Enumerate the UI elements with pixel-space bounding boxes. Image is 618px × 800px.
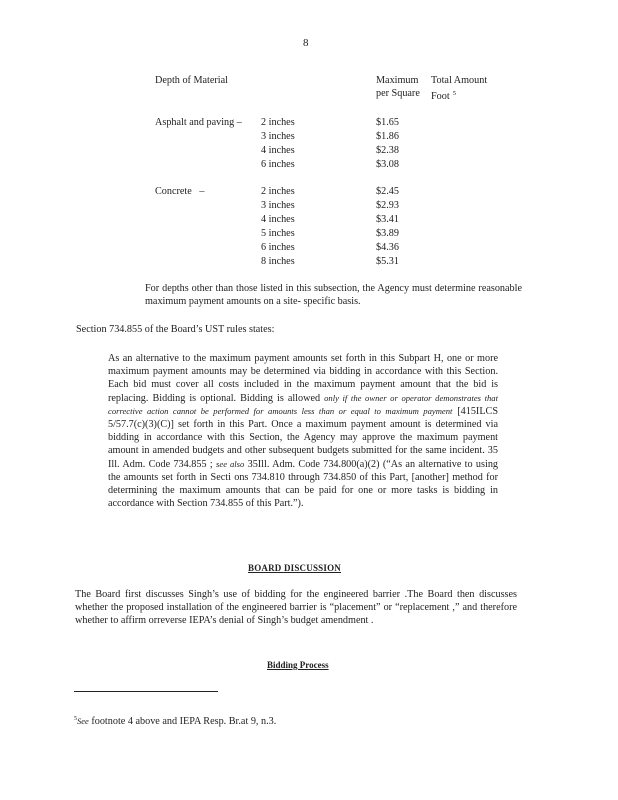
material-dash: – <box>236 117 242 128</box>
material-label: Concrete <box>155 186 192 197</box>
table-header-total-line2: Foot <box>431 91 450 103</box>
depth-cell: 4 inches <box>261 214 295 225</box>
subsection-heading: Bidding Process <box>267 660 329 670</box>
quote-text: 35Ill. Adm. Code 734.800(a)(2) (“As an alternative to using the amounts set forth in Secti ons 734.810 through 734.850 of this Part, [another] method for determining the maximum amounts that can be paid for one or more tasks is bidding in accordance with Section 734.855 of this Part.”). <box>108 458 499 510</box>
price-cell: $4.36 <box>376 242 399 253</box>
depth-cell: 6 inches <box>261 159 295 170</box>
quote-see-also: see also <box>216 458 245 469</box>
depth-cell: 2 inches <box>261 117 295 128</box>
price-cell: $2.38 <box>376 145 399 156</box>
footnote-divider <box>74 691 218 692</box>
footnote-mark: 5 <box>74 716 77 722</box>
table-header-total <box>431 74 487 103</box>
board-paragraph: The Board first discusses Singh’s use of bidding for the engineered barrier .The Board then discusses whether the proposed installation of the engineered barrier is “placement” or “replacement ,” and therefore whether to affirm orreverse IEPA’s denial of Singh’s budget amendment . <box>75 589 517 627</box>
depth-cell: 2 inches <box>261 186 295 197</box>
material-label: Asphalt and paving <box>155 117 235 128</box>
price-cell: $5.31 <box>376 256 399 267</box>
material-concrete <box>155 185 205 198</box>
price-cell: $3.41 <box>376 214 399 225</box>
quote-text: As an alternative to the maximum payment amounts set forth in this Subpart H, one or more maximum payment amounts may be determined via bidding in accordance with this Section. Each bid must cover all costs included in the maximum payment amount that the bid is replacing. Bidding is optional. Bidding is allowed <box>108 353 498 404</box>
table-header-maximum <box>376 74 420 100</box>
quote-text: [415ILCS 5/57.7(c)(3)(C)] set forth in this Part. Once a maximum payment amount is determined via bidding in accordance with this Section, the Agency may approve the maximum payment amount in amended budgets and other subsequent budgets submitted for the same incident. 35 Ill. Adm. Code 734.855 ; <box>108 405 499 470</box>
depth-cell: 6 inches <box>261 242 295 253</box>
footnote-see: See <box>77 716 89 726</box>
table-header-maximum-line2: per Square <box>376 88 420 100</box>
price-cell: $3.89 <box>376 228 399 239</box>
depth-cell: 4 inches <box>261 145 295 156</box>
depths-paragraph: For depths other than those listed in this subsection, the Agency must determine reasonable maximum payment amounts on a site- specific basis. <box>145 283 522 308</box>
page-number: 8 <box>303 37 309 49</box>
material-dash: – <box>199 186 205 197</box>
table-header-depth: Depth of Material <box>155 75 228 86</box>
footnote <box>74 713 276 728</box>
depth-cell: 8 inches <box>261 256 295 267</box>
rule-quotation <box>108 352 498 510</box>
footnote-ref: 5 <box>452 90 456 98</box>
material-asphalt <box>155 116 242 129</box>
price-cell: $3.08 <box>376 159 399 170</box>
table-header-total-line1: Total Amount <box>431 75 488 86</box>
footnote-text: footnote 4 above and IEPA Resp. Br.at 9, n.3. <box>88 716 277 727</box>
section-heading: BOARD DISCUSSION <box>248 563 341 573</box>
depth-cell: 3 inches <box>261 131 295 142</box>
quote-statutory-italic: only if the owner or operator demonstrates that corrective action cannot be performed for amounts less than or equal to maximum payment <box>108 392 498 416</box>
table-header-maximum-line1: Maximum <box>376 75 419 86</box>
depth-cell: 3 inches <box>261 200 295 211</box>
price-cell: $2.93 <box>376 200 399 211</box>
price-cell: $1.65 <box>376 117 399 128</box>
section-intro: Section 734.855 of the Board’s UST rules states: <box>76 324 275 335</box>
depth-cell: 5 inches <box>261 228 295 239</box>
price-cell: $1.86 <box>376 131 399 142</box>
price-cell: $2.45 <box>376 186 399 197</box>
